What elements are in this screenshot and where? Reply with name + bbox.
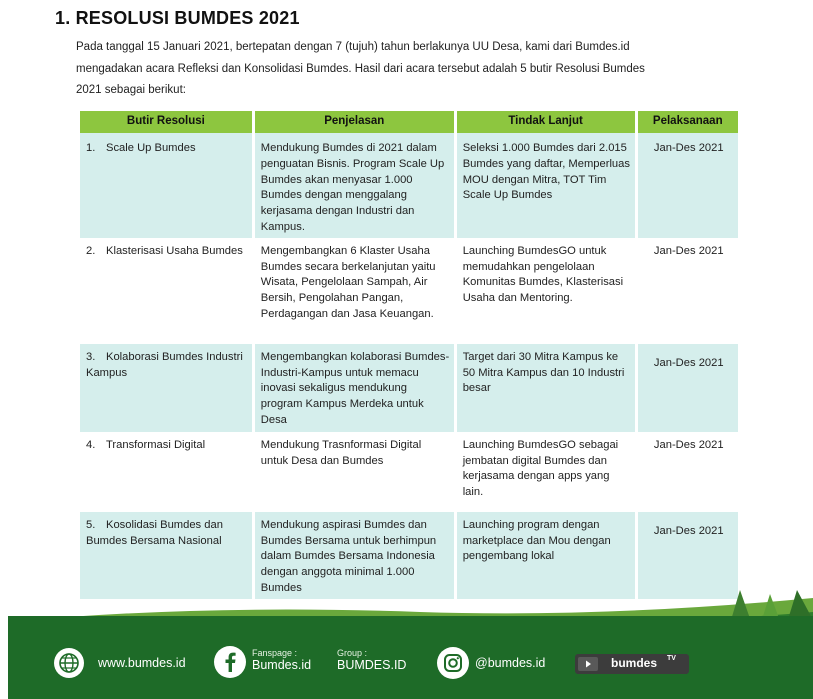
column-header-penjelasan: Penjelasan xyxy=(255,111,454,133)
cell-penjelasan: Mengembangkan 6 Klaster Usaha Bumdes secara berkelanjutan yaitu Wisata, Pengelolaan Sampah, Air Bersih, Pengolahan Pangan, Perdagangan dan Jasa Keuangan. xyxy=(255,238,454,344)
butir-text: Scale Up Bumdes xyxy=(106,142,196,154)
globe-icon xyxy=(54,648,84,678)
table-row xyxy=(80,238,738,344)
table-row xyxy=(80,512,738,599)
row-number: 5. xyxy=(86,518,96,531)
cell-penjelasan: Mendukung aspirasi Bumdes dan Bumdes Bersama untuk berhimpun dalam Bumdes Bersama Indonesia dengan anggota minimal 1.000 Bumdes xyxy=(255,512,454,599)
cell-butir xyxy=(80,512,252,599)
cell-pelaksanaan: Jan-Des 2021 xyxy=(638,344,739,432)
cell-pelaksanaan: Jan-Des 2021 xyxy=(638,432,739,512)
cell-tindak-lanjut: Seleksi 1.000 Bumdes dari 2.015 Bumdes yang daftar, Memperluas MOU dengan Mitra, TOT Tim Scale Up Bumdes xyxy=(457,133,635,238)
cell-penjelasan: Mendukung Trasnformasi Digital untuk Desa dan Bumdes xyxy=(255,432,454,512)
cell-pelaksanaan: Jan-Des 2021 xyxy=(638,133,739,238)
facebook-icon[interactable] xyxy=(214,646,246,678)
intro-line: mengadakan acara Refleksi dan Konsolidasi Bumdes. Hasil dari acara tersebut adalah 5 butir Resolusi Bumdes xyxy=(76,62,645,75)
play-icon xyxy=(575,654,601,674)
cell-butir xyxy=(80,238,252,344)
fanspage-label: Fanspage : xyxy=(252,648,298,658)
bumdes-tv-label: bumdes xyxy=(611,656,658,670)
page-title: 1. RESOLUSI BUMDES 2021 xyxy=(55,8,300,28)
column-header-butir: Butir Resolusi xyxy=(80,111,252,133)
fanspage-block xyxy=(252,648,311,672)
butir-text: Kolaborasi Bumdes Industri Kampus xyxy=(86,350,243,379)
row-number: 4. xyxy=(86,438,96,451)
cell-butir xyxy=(80,344,252,432)
cell-tindak-lanjut: Launching BumdesGO sebagai jembatan digital Bumdes dan kerjasama dengan apps yang lain. xyxy=(457,432,635,512)
instagram-icon[interactable] xyxy=(437,647,469,679)
row-number: 3. xyxy=(86,350,96,363)
cell-penjelasan: Mengembangkan kolaborasi Bumdes-Industri-Kampus untuk memacu inovasi sekaligus mendukung program Kampus Merdeka untuk Desa xyxy=(255,344,454,432)
fanspage-link[interactable]: Bumdes.id xyxy=(252,658,312,672)
bumdes-tv-suffix: TV xyxy=(667,655,676,662)
cell-butir xyxy=(80,133,252,238)
group-block xyxy=(337,648,406,672)
butir-text: Klasterisasi Usaha Bumdes xyxy=(106,244,243,257)
table-row xyxy=(80,133,738,238)
row-number: 2. xyxy=(86,244,96,257)
butir-text: Kosolidasi Bumdes dan Bumdes Bersama Nasional xyxy=(86,518,223,547)
cell-butir xyxy=(80,432,252,512)
table-row xyxy=(80,432,738,512)
cell-pelaksanaan: Jan-Des 2021 xyxy=(638,512,739,599)
intro-line: Pada tanggal 15 Januari 2021, bertepatan dengan 7 (tujuh) tahun berlakunya UU Desa, kami dari Bumdes.id xyxy=(76,41,630,53)
cell-pelaksanaan: Jan-Des 2021 xyxy=(638,238,739,344)
bumdes-tv-badge[interactable] xyxy=(575,654,689,674)
column-header-pelaksanaan: Pelaksanaan xyxy=(638,111,739,133)
table-row xyxy=(80,344,738,432)
resolution-table xyxy=(77,111,741,599)
butir-text: Transformasi Digital xyxy=(106,438,206,451)
group-label: Group : xyxy=(337,648,368,658)
column-header-tindak-lanjut: Tindak Lanjut xyxy=(457,111,635,133)
instagram-handle[interactable]: @bumdes.id xyxy=(475,656,546,670)
intro-line: 2021 sebagai berikut: xyxy=(76,84,186,96)
website-link[interactable]: www.bumdes.id xyxy=(98,656,186,670)
cell-penjelasan: Mendukung Bumdes di 2021 dalam penguatan Bisnis. Program Scale Up Bumdes akan menyasar 1.000 Bumdes dengan menggalang kerjasama dengan Industri dan Kampus. xyxy=(255,133,454,238)
intro-paragraph xyxy=(76,37,746,102)
table-header-row xyxy=(80,111,738,133)
group-link[interactable]: BUMDES.ID xyxy=(337,658,407,672)
cell-tindak-lanjut: Launching program dengan marketplace dan Mou dengan pengembang lokal xyxy=(457,512,635,599)
cell-tindak-lanjut: Target dari 30 Mitra Kampus ke 50 Mitra Kampus dan 10 Industri besar xyxy=(457,344,635,432)
cell-tindak-lanjut: Launching BumdesGO untuk memudahkan pengelolaan Komunitas Bumdes, Klasterisasi Usaha dan Mentoring. xyxy=(457,238,635,344)
row-number: 1. xyxy=(86,142,96,154)
